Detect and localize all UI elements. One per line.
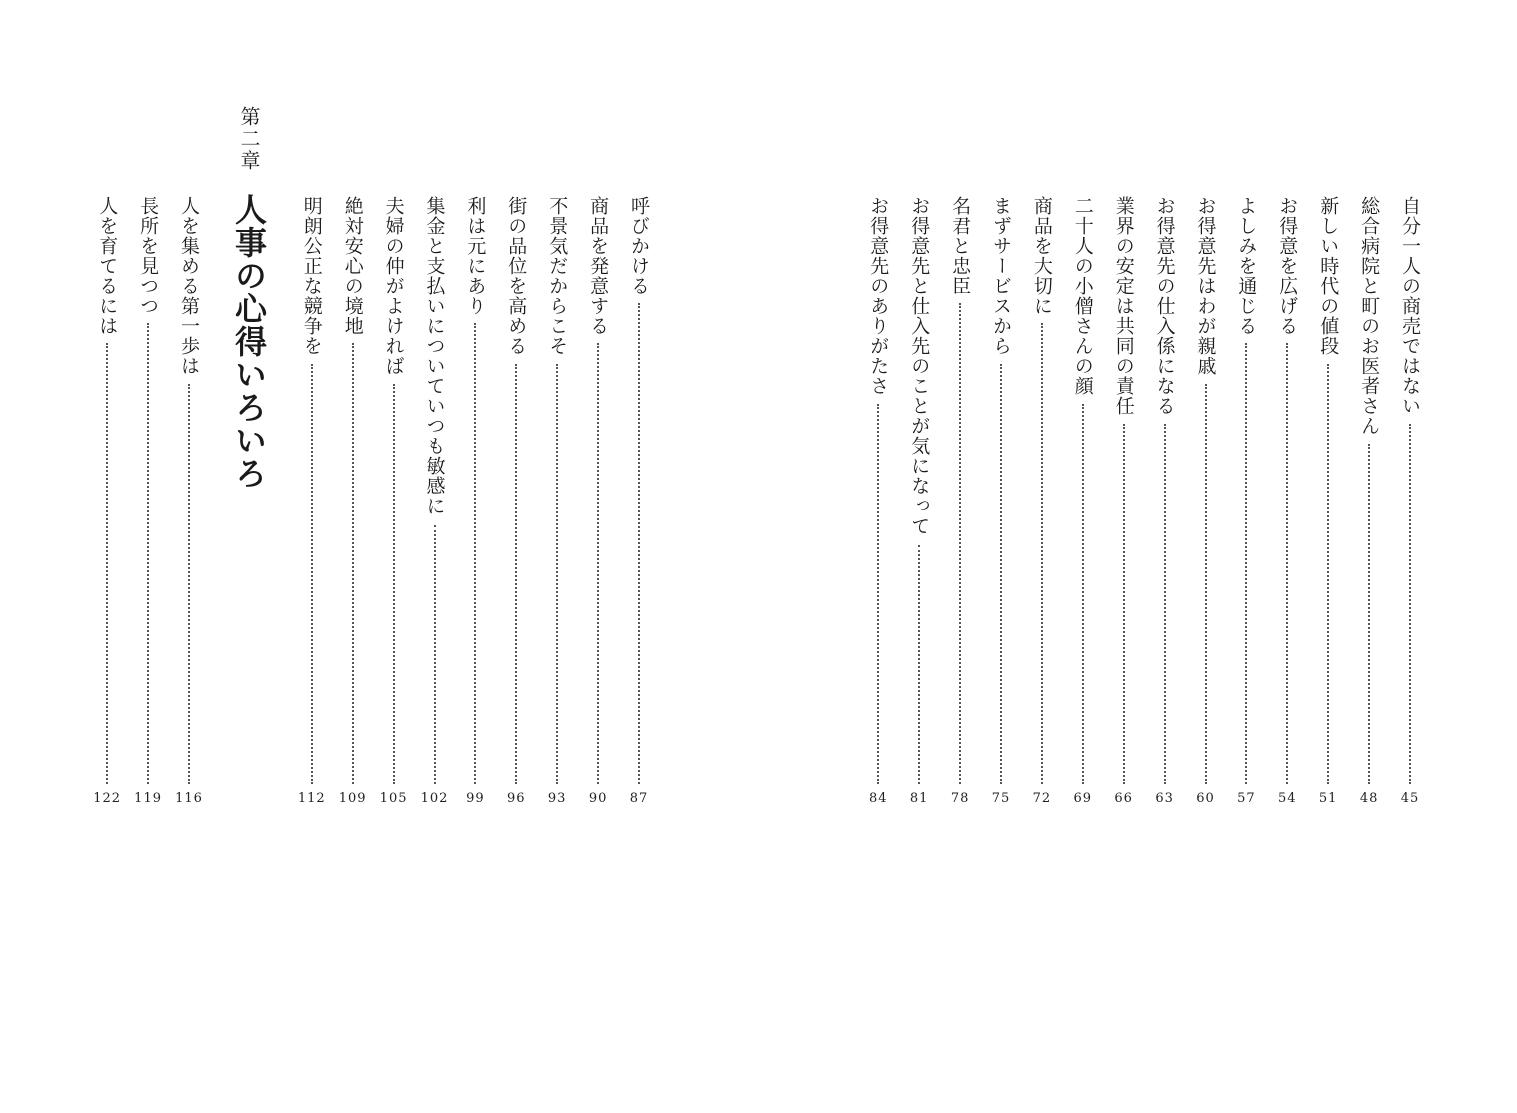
toc-page-number: 81 [909, 791, 929, 806]
toc-page-number: 45 [1400, 791, 1420, 806]
leader-dots [434, 525, 436, 784]
toc-entry-title: 夫婦の仲がよければ [382, 196, 405, 376]
toc-page-number: 51 [1318, 791, 1338, 806]
toc-entry-title: 総合病院と町のお医者さん [1358, 196, 1381, 436]
leader-dots [1327, 364, 1329, 784]
leader-dots [597, 343, 599, 784]
leader-dots [1123, 424, 1125, 784]
toc-page-number: 122 [93, 791, 122, 806]
leader-dots [188, 384, 190, 784]
toc-page-number: 72 [1032, 791, 1052, 806]
toc-entry-title: お得意先と仕入先のことが気になって [908, 196, 931, 536]
toc-entry-title: 商品を大切に [1030, 196, 1053, 316]
toc-entry-title: 利は元にあり [464, 196, 487, 316]
leader-dots [1164, 424, 1166, 784]
toc-entry-title: 名君と忠臣 [949, 196, 972, 296]
leader-dots [638, 303, 640, 784]
toc-page-number: 102 [420, 791, 449, 806]
toc-entry-title: 街の品位を高める [505, 196, 528, 356]
toc-page-number: 119 [134, 791, 162, 806]
leader-dots [1409, 424, 1411, 784]
toc-page-number: 63 [1155, 791, 1174, 806]
toc-page-number: 66 [1114, 791, 1133, 806]
leader-dots [1245, 343, 1247, 784]
toc-entry-title: 明朗公正な競争を [300, 196, 323, 356]
chapter-title: 人事の心得いろいろ [230, 193, 268, 490]
toc-page-number: 87 [629, 791, 649, 806]
toc-entry-title: 人を集める第一歩は [178, 196, 200, 376]
toc-entry-title: まずサービスから [990, 196, 1012, 356]
toc-entry-title: 自分一人の商売ではない [1399, 196, 1421, 416]
leader-dots [1286, 343, 1288, 784]
toc-page-number: 75 [991, 791, 1011, 806]
toc-entry-title: 呼びかける [628, 196, 650, 296]
toc-page-number: 57 [1237, 791, 1256, 806]
toc-page-number: 93 [547, 791, 567, 806]
leader-dots [877, 404, 879, 784]
chapter-label: 第二章 [237, 106, 261, 172]
leader-dots [959, 303, 961, 784]
toc-page-number: 90 [588, 791, 608, 806]
leader-dots [1041, 323, 1043, 784]
toc-entry-title: 二十人の小僧さんの顔 [1071, 196, 1094, 396]
toc-entry-title: 不景気だからこそ [546, 196, 569, 356]
toc-entry-title: お得意を広げる [1276, 196, 1299, 336]
toc-entry-title: 長所を見つつ [137, 196, 160, 316]
leader-dots [1205, 384, 1207, 784]
leader-dots [393, 384, 395, 784]
toc-page-number: 78 [950, 791, 970, 806]
toc-entry-title: 業界の安定は共同の責任 [1112, 196, 1135, 416]
leader-dots [1000, 364, 1002, 784]
toc-entry-title: 絶対安心の境地 [341, 196, 364, 336]
toc-page-number: 60 [1196, 791, 1215, 806]
leader-dots [147, 323, 149, 784]
toc-page-number: 84 [869, 791, 888, 806]
leader-dots [106, 343, 108, 784]
leader-dots [311, 364, 313, 784]
toc-entry-title: お得意先のありがたさ [867, 196, 890, 396]
leader-dots [515, 364, 517, 784]
toc-page-number: 105 [379, 791, 408, 806]
toc-page-number: 69 [1073, 791, 1093, 806]
leader-dots [474, 323, 476, 784]
toc-entry-title: 商品を発意する [587, 196, 610, 336]
leader-dots [1082, 404, 1084, 784]
toc-entry-title: お得意先の仕入係になる [1153, 196, 1176, 416]
toc-entry-title: 新しい時代の値段 [1317, 196, 1340, 356]
toc-page-number: 116 [175, 791, 203, 806]
toc-page-number: 109 [338, 791, 367, 806]
toc-page-number: 48 [1359, 791, 1379, 806]
leader-dots [556, 364, 558, 784]
leader-dots [352, 343, 354, 784]
toc-entry-title: 人を育てるには [96, 196, 119, 336]
toc-page-number: 99 [466, 791, 485, 806]
leader-dots [1368, 444, 1370, 784]
toc-page-number: 112 [297, 791, 326, 806]
toc-entry-title: 集金と支払いについていつも敏感に [423, 196, 446, 516]
toc-entry-title: よしみを通じる [1235, 196, 1258, 336]
toc-page-number: 96 [507, 791, 526, 806]
leader-dots [918, 545, 920, 784]
toc-page-number: 54 [1278, 791, 1297, 806]
toc-entry-title: お得意先はわが親戚 [1194, 196, 1217, 376]
